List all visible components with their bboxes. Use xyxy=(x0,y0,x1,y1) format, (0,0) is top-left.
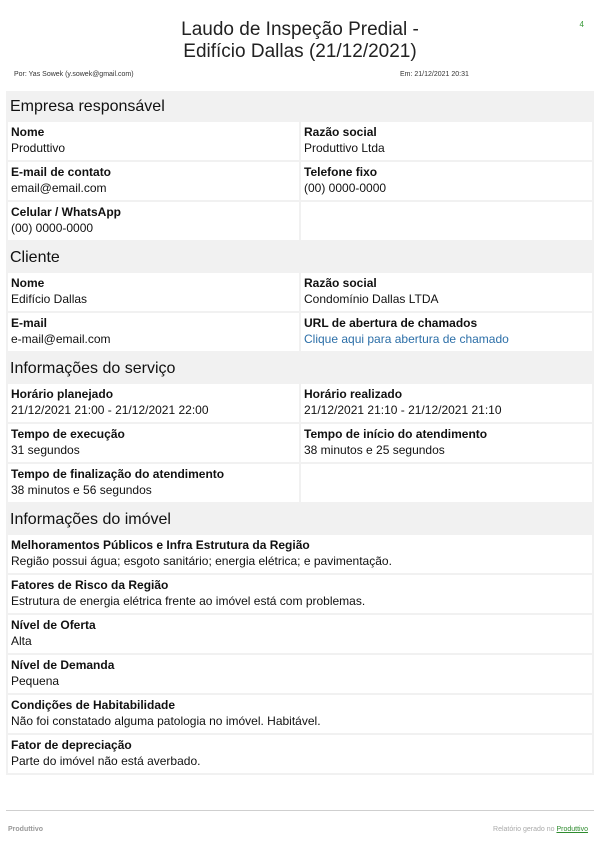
field-label: E-mail de contato xyxy=(11,165,112,179)
field-habitabilidade xyxy=(8,695,592,733)
field-depreciacao xyxy=(8,735,592,773)
field-tempo-execucao xyxy=(8,424,299,462)
field-row xyxy=(8,273,592,311)
field-label: Condições de Habitabilidade xyxy=(11,698,176,712)
field-empresa-email xyxy=(8,162,299,200)
field-label: Celular / WhatsApp xyxy=(11,205,122,219)
footer-produttivo-link[interactable]: Produttivo xyxy=(556,826,588,833)
section-title-imovel: Informações do imóvel xyxy=(10,511,171,528)
document-title xyxy=(0,19,600,63)
field-nivel-oferta xyxy=(8,615,592,653)
field-value: Alta xyxy=(11,634,32,648)
field-label: URL de abertura de chamados xyxy=(304,316,478,330)
field-tempo-inicio xyxy=(301,424,592,462)
field-value: email@email.com xyxy=(11,181,107,195)
field-horario-planejado xyxy=(8,384,299,422)
title-line-1: Laudo de Inspeção Predial - xyxy=(181,19,419,40)
field-row xyxy=(8,615,592,653)
field-tempo-finalizacao xyxy=(8,464,299,502)
field-value: 21/12/2021 21:00 - 21/12/2021 22:00 xyxy=(11,403,209,417)
field-label: Horário planejado xyxy=(11,387,114,401)
field-value: 31 segundos xyxy=(11,443,80,457)
field-label: Razão social xyxy=(304,125,377,139)
field-label: Fator de depreciação xyxy=(11,738,132,752)
report-content xyxy=(6,91,594,775)
open-ticket-link[interactable]: Clique aqui para abertura de chamado xyxy=(304,332,509,346)
field-row xyxy=(8,575,592,613)
field-row xyxy=(8,655,592,693)
field-value: (00) 0000-0000 xyxy=(11,221,94,235)
field-value: Não foi constatado alguma patologia no imóvel. Habitável. xyxy=(11,714,321,728)
field-row xyxy=(8,313,592,351)
field-label: Tempo de execução xyxy=(11,427,125,441)
field-value: Região possui água; esgoto sanitário; energia elétrica; e pavimentação. xyxy=(11,554,392,568)
footer-generated-text: Relatório gerado no xyxy=(493,826,555,833)
page-number: 4 xyxy=(579,20,584,29)
field-label: Horário realizado xyxy=(304,387,403,401)
empty-cell xyxy=(301,202,592,240)
field-row xyxy=(8,162,592,200)
field-row xyxy=(8,735,592,773)
field-value: Edifício Dallas xyxy=(11,292,88,306)
field-cliente-nome xyxy=(8,273,299,311)
field-row xyxy=(8,122,592,160)
generated-date: Em: 21/12/2021 20:31 xyxy=(400,71,469,78)
section-title-empresa: Empresa responsável xyxy=(10,98,165,115)
field-label: Tempo de finalização do atendimento xyxy=(11,467,225,481)
field-value: 38 minutos e 25 segundos xyxy=(304,443,445,457)
field-label: Fatores de Risco da Região xyxy=(11,578,169,592)
field-row xyxy=(8,695,592,733)
field-empresa-razao-social xyxy=(301,122,592,160)
field-cliente-razao-social xyxy=(301,273,592,311)
footer-generated-by xyxy=(493,826,588,833)
field-label: Nível de Demanda xyxy=(11,658,115,672)
field-value: (00) 0000-0000 xyxy=(304,181,387,195)
field-empresa-celular xyxy=(8,202,299,240)
field-value: 21/12/2021 21:10 - 21/12/2021 21:10 xyxy=(304,403,502,417)
field-value: 38 minutos e 56 segundos xyxy=(11,483,152,497)
field-value: Pequena xyxy=(11,674,60,688)
author-info: Por: Yas Sowek (y.sowek@gmail.com) xyxy=(14,71,134,78)
field-label: Razão social xyxy=(304,276,377,290)
field-label: Nome xyxy=(11,125,45,139)
field-row xyxy=(8,424,592,462)
empty-cell xyxy=(301,464,592,502)
title-line-2: Edifício Dallas (21/12/2021) xyxy=(183,41,417,62)
field-cliente-email xyxy=(8,313,299,351)
field-cliente-url-chamados xyxy=(301,313,592,351)
section-title-cliente: Cliente xyxy=(10,249,60,266)
field-nivel-demanda xyxy=(8,655,592,693)
field-row xyxy=(8,202,592,240)
field-label: E-mail xyxy=(11,316,48,330)
section-imovel xyxy=(6,504,594,775)
field-value: e-mail@email.com xyxy=(11,332,111,346)
section-title-servico: Informações do serviço xyxy=(10,360,176,377)
field-horario-realizado xyxy=(301,384,592,422)
field-value: Estrutura de energia elétrica frente ao imóvel está com problemas. xyxy=(11,594,366,608)
section-cliente xyxy=(6,242,594,353)
field-value: Produttivo Ltda xyxy=(304,141,385,155)
field-melhoramentos xyxy=(8,535,592,573)
field-label: Melhoramentos Públicos e Infra Estrutura da Região xyxy=(11,538,310,552)
field-label: Tempo de início do atendimento xyxy=(304,427,488,441)
field-row xyxy=(8,535,592,573)
field-value: Parte do imóvel não está averbado. xyxy=(11,754,201,768)
field-label: Telefone fixo xyxy=(304,165,378,179)
field-empresa-telefone xyxy=(301,162,592,200)
field-value: Produttivo xyxy=(11,141,66,155)
footer-brand: Produttivo xyxy=(8,826,43,833)
field-label: Nível de Oferta xyxy=(11,618,96,632)
field-row xyxy=(8,384,592,422)
field-label: Nome xyxy=(11,276,45,290)
field-value: Condomínio Dallas LTDA xyxy=(304,292,439,306)
section-servico xyxy=(6,353,594,504)
field-fatores-risco xyxy=(8,575,592,613)
field-empresa-nome xyxy=(8,122,299,160)
footer-divider xyxy=(6,810,594,811)
field-row xyxy=(8,464,592,502)
section-empresa xyxy=(6,91,594,242)
